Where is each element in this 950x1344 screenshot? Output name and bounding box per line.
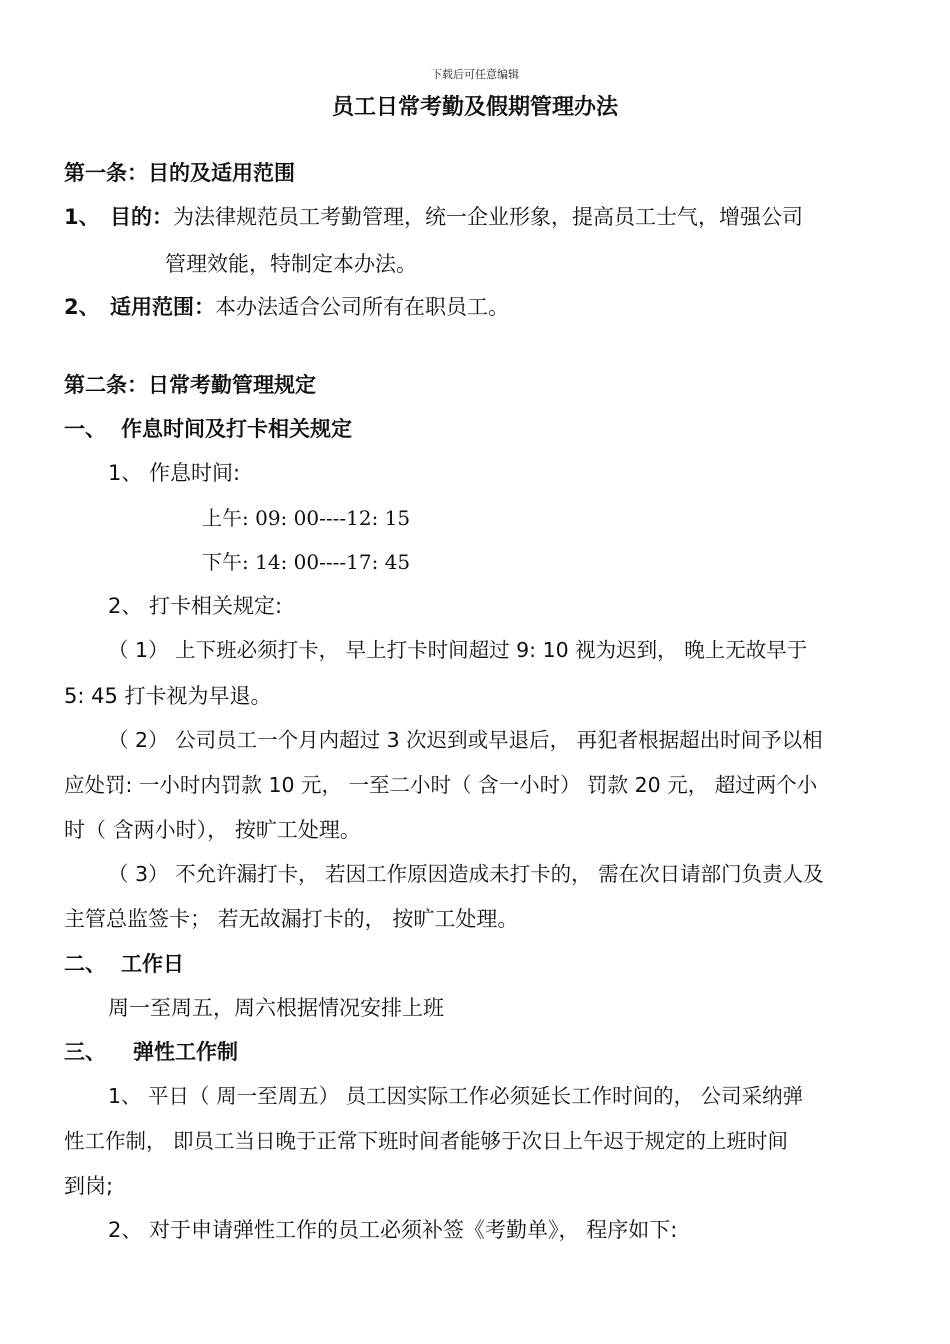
- item-number: 2、: [64, 295, 100, 319]
- header-note: 下载后可任意编辑: [431, 68, 519, 81]
- document-title: 员工日常考勤及假期管理办法: [331, 95, 618, 120]
- morning-hours: 上午: 09: 00----12: 15: [202, 506, 411, 530]
- section-1-heading: [64, 414, 352, 444]
- clock-in-rules-label: 2、 打卡相关规定:: [108, 594, 283, 618]
- section-title: 工作日: [121, 952, 184, 976]
- section-title: 弹性工作制: [133, 1040, 238, 1064]
- item-text: 本办法适合公司所有在职员工。: [215, 295, 509, 319]
- section-number: 一、: [64, 417, 106, 441]
- item-text: 为法律规范员工考勤管理，统一企业形象，提高员工士气，增强公司: [173, 205, 803, 229]
- section-number: 三、: [64, 1040, 106, 1064]
- section-2-heading: [64, 949, 184, 979]
- section-number: 二、: [64, 952, 106, 976]
- afternoon-hours: 下午: 14: 00----17: 45: [202, 550, 411, 574]
- section-3-para-2-line-1: 2、 对于申请弹性工作的员工必须补签《考勤单》， 程序如下:: [108, 1218, 678, 1242]
- item-label: 适用范围：: [110, 295, 215, 319]
- article-1-item-1: [64, 202, 886, 232]
- section-2-text: 周一至周五，周六根据情况安排上班: [108, 996, 444, 1020]
- rule-1-line-2: 5: 45 打卡视为早退。: [64, 684, 272, 708]
- rule-2-line-1: （ 2） 公司员工一个月内超过 3 次迟到或早退后， 再犯者根据超出时间予以相: [108, 728, 823, 752]
- article-1-item-1-continued: 管理效能，特制定本办法。: [165, 252, 417, 276]
- article-1-item-2: [64, 292, 509, 322]
- article-2-heading: 第二条：日常考勤管理规定: [64, 373, 316, 397]
- rule-3-line-1: （ 3） 不允许漏打卡， 若因工作原因造成未打卡的， 需在次日请部门负责人及: [108, 862, 824, 886]
- rule-3-line-2: 主管总监签卡； 若无故漏打卡的， 按旷工处理。: [64, 907, 519, 931]
- rule-2-line-3: 时（ 含两小时）， 按旷工处理。: [64, 818, 361, 842]
- section-3-para-1-line-1: 1、 平日（ 周一至周五） 员工因实际工作必须延长工作时间的， 公司采纳弹: [108, 1084, 804, 1108]
- item-label: 目的：: [110, 205, 173, 229]
- work-hours-label: 1、 作息时间:: [108, 461, 241, 485]
- section-3-para-1-line-2: 性工作制， 即员工当日晚于正常下班时间者能够于次日上午迟于规定的上班时间: [64, 1129, 789, 1153]
- section-title: 作息时间及打卡相关规定: [121, 417, 352, 441]
- section-3-heading: [64, 1037, 238, 1067]
- item-number: 1、: [64, 205, 100, 229]
- rule-1-line-1: （ 1） 上下班必须打卡， 早上打卡时间超过 9: 10 视为迟到， 晚上无故早于: [108, 638, 808, 662]
- rule-2-line-2: 应处罚: 一小时内罚款 10 元， 一至二小时（ 含一小时） 罚款 20 元， 超过两个小: [64, 773, 818, 797]
- section-3-para-1-line-3: 到岗;: [64, 1174, 114, 1198]
- article-1-heading: 第一条：目的及适用范围: [64, 161, 295, 185]
